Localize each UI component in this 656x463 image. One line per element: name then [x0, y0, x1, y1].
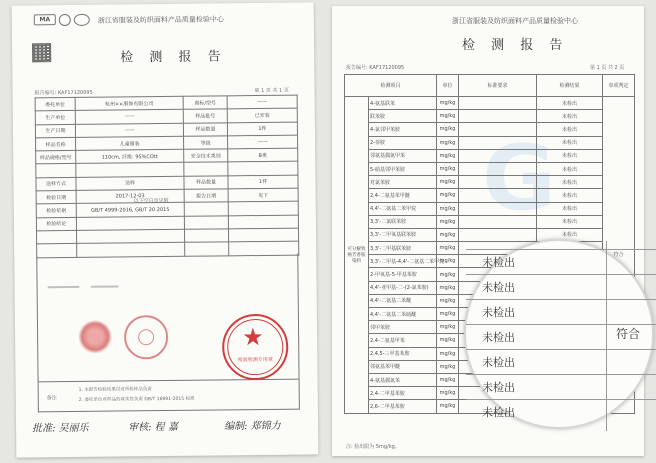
info-cell: 检验依据 — [36, 204, 76, 218]
item-unit: mg/kg — [437, 334, 459, 347]
item-name: 2,4,5-三甲基苯胺 — [369, 347, 437, 360]
footnote: 注: 检出限为 5mg/kg。 — [346, 444, 400, 450]
result-row — [345, 202, 635, 215]
ilac-icon — [74, 14, 90, 26]
magnified-result: 未检出 — [466, 274, 656, 299]
remarks-box — [38, 380, 300, 413]
item-name: 2,4-二氨基甲苯 — [369, 334, 437, 347]
info-cell — [36, 164, 76, 178]
blurred-lines — [47, 275, 118, 295]
item-unit: mg/kg — [437, 373, 459, 386]
item-name: 4-氨基偶氮苯 — [369, 373, 437, 386]
info-cell: 送样 — [76, 176, 184, 190]
col-header: 单项判定 — [603, 75, 635, 97]
item-name: 邻甲苯胺 — [369, 321, 437, 334]
red-stamp-left — [124, 315, 168, 359]
item-result: 未检出 — [537, 123, 603, 136]
item-unit: mg/kg — [437, 136, 459, 149]
item-standard — [459, 97, 537, 110]
watermark-icon: G — [482, 126, 556, 231]
item-unit: mg/kg — [437, 268, 459, 281]
magnified-result: 未检出 — [466, 374, 656, 399]
info-cell: 样品数量 — [183, 122, 227, 136]
info-cell — [228, 215, 298, 229]
cma-logo: MA — [34, 14, 56, 25]
result-row — [345, 189, 635, 202]
item-unit: mg/kg — [437, 202, 459, 215]
info-cell — [76, 163, 184, 177]
info-cell — [184, 162, 228, 176]
sub-header: 以下空白页见附 — [133, 197, 169, 205]
qr-code-icon — [32, 43, 51, 62]
item-result: 未检出 — [537, 202, 603, 215]
item-unit: mg/kg — [437, 189, 459, 202]
info-cell: —— — [75, 123, 183, 137]
info-cell: 1件 — [228, 175, 298, 189]
item-result: 未检出 — [537, 228, 603, 241]
item-result: 未检出 — [537, 176, 603, 189]
info-cell: 送样方式 — [36, 177, 76, 191]
item-name: 邻氨基苯甲醚 — [369, 360, 437, 373]
magnifier-lens — [464, 239, 654, 429]
item-name: 4,4'-二氨基二苯甲烷 — [369, 202, 437, 215]
item-name: 对氯苯胺 — [369, 176, 437, 189]
info-cell: 等级 — [184, 136, 228, 150]
item-result: 未检出 — [537, 215, 603, 228]
item-name: 3,3'-二氯联苯胺 — [369, 215, 437, 228]
remark-1: 1. 本报告检验结果仅对所检样品负责 — [78, 387, 152, 393]
info-cell — [76, 229, 184, 243]
item-standard — [459, 228, 537, 241]
item-standard — [459, 202, 537, 215]
signature-review: 审核: 程 嘉 — [128, 421, 178, 434]
item-standard — [459, 110, 537, 123]
col-header: 标准要求 — [459, 75, 537, 97]
page-number: 第 1 页 共 1 页 — [254, 87, 289, 95]
info-cell: 安全技术类别 — [184, 149, 228, 163]
result-row — [345, 176, 635, 189]
item-standard — [459, 215, 537, 228]
item-name: 3,3'-二甲基-4,4'-二氨基二苯甲烷 — [369, 255, 437, 268]
col-header: 检测项目 — [345, 75, 437, 97]
item-standard — [459, 136, 537, 149]
info-cell: 样品规格/型号 — [36, 151, 76, 165]
item-unit: mg/kg — [437, 387, 459, 400]
item-name: 3,3'-二甲基联苯胺 — [369, 242, 437, 255]
info-cell — [228, 201, 298, 215]
info-cell — [76, 216, 184, 230]
info-cell: 1件 — [227, 122, 297, 136]
magnified-result: 未检出 — [466, 249, 656, 274]
col-header: 单位 — [437, 75, 459, 97]
item-result: 未检出 — [537, 110, 603, 123]
item-name: 2,4-二甲基苯胺 — [369, 387, 437, 400]
report-number: 报告编号: KAF17120095 — [346, 65, 405, 71]
remark-2: 2. 委托单位对样品的真实性负责 GB/T 16991-2015 标准 — [78, 396, 195, 403]
info-cell — [184, 229, 228, 243]
stamp-bottom-text: 检验检测专用章 — [237, 356, 273, 364]
item-standard — [459, 176, 537, 189]
item-result: 未检出 — [537, 189, 603, 202]
official-stamp — [222, 314, 289, 381]
item-unit: mg/kg — [437, 255, 459, 268]
signature-prepare: 编制: 郑锦力 — [224, 420, 281, 433]
item-standard — [459, 162, 537, 175]
item-unit: mg/kg — [437, 228, 459, 241]
info-cell: 杭州××服饰有限公司 — [75, 96, 183, 110]
item-name: 2-甲氧基-5-甲基苯胺 — [369, 268, 437, 281]
item-result: 未检出 — [537, 149, 603, 162]
item-result: 未检出 — [537, 162, 603, 175]
info-cell: 2017-12-03 — [76, 189, 184, 203]
item-standard — [459, 149, 537, 162]
info-cell: 委托单位 — [35, 97, 75, 111]
item-unit: mg/kg — [437, 176, 459, 189]
info-cell — [184, 202, 228, 216]
magnified-result: 未检出 — [466, 324, 656, 349]
item-unit: mg/kg — [437, 294, 459, 307]
info-cell: B类 — [228, 148, 298, 162]
report-info-table — [35, 95, 300, 258]
report-title: 检 测 报 告 — [462, 38, 569, 53]
item-unit: mg/kg — [437, 162, 459, 175]
info-cell: 报告日期 — [184, 189, 228, 203]
info-cell: 样品批号 — [183, 109, 227, 123]
col-header: 检测结果 — [537, 75, 603, 97]
item-unit: mg/kg — [437, 308, 459, 321]
page-header: 浙江省服装及纺织面料产品质量检验中心 — [452, 17, 578, 25]
star-icon: ★ — [241, 322, 264, 352]
info-cell: 生产单位 — [35, 111, 75, 125]
item-unit: mg/kg — [437, 347, 459, 360]
group-label: 可分解致癌芳香胺染料 — [345, 97, 369, 414]
item-unit: mg/kg — [437, 97, 459, 110]
info-cell: 商标/型号 — [183, 96, 227, 110]
result-row — [345, 149, 635, 162]
item-unit: mg/kg — [437, 110, 459, 123]
info-cell: 已安装 — [227, 108, 297, 122]
item-unit: mg/kg — [437, 360, 459, 373]
item-unit: mg/kg — [437, 149, 459, 162]
remarks-label: 备注 — [46, 395, 57, 402]
result-row — [345, 228, 635, 241]
info-cell: 样品数量 — [184, 176, 228, 190]
info-cell: 110cm, 纤维: 95%COtt — [76, 149, 184, 163]
item-name: 邻氨基偶氮甲苯 — [369, 149, 437, 162]
item-name: 4,4'-二氨基二苯醚 — [369, 294, 437, 307]
conclusion-box — [36, 254, 299, 383]
result-row — [345, 136, 635, 149]
magnified-result: 未检出 — [466, 299, 656, 324]
info-cell: 见下 — [228, 188, 298, 202]
item-standard — [459, 123, 537, 136]
right-report-page — [332, 6, 644, 456]
magnified-verdict: 符合 — [616, 327, 641, 341]
page-number: 第 1 页 共 2 页 — [590, 65, 625, 71]
info-cell: —— — [227, 95, 297, 109]
left-report-page — [12, 2, 319, 457]
info-cell — [228, 162, 298, 176]
item-unit: mg/kg — [437, 215, 459, 228]
item-result: 未检出 — [537, 136, 603, 149]
item-name: 4-氨基联苯 — [369, 97, 437, 110]
result-row — [345, 215, 635, 228]
result-row — [345, 110, 635, 123]
report-title: 检 测 报 告 — [120, 49, 227, 66]
info-cell — [228, 228, 298, 242]
info-cell: 检验结论 — [36, 217, 76, 231]
magnified-result: 未检出 — [466, 399, 656, 424]
item-name: 4,4'-二氨基二苯硫醚 — [369, 308, 437, 321]
item-unit: mg/kg — [437, 281, 459, 294]
magnifier-divider — [606, 241, 607, 431]
item-name: 5-硝基邻甲苯胺 — [369, 162, 437, 175]
magnified-result: 未检出 — [466, 349, 656, 374]
item-unit: mg/kg — [437, 400, 459, 413]
table-header-row — [345, 75, 635, 97]
info-cell — [37, 230, 77, 244]
item-name: 2,6-二甲基苯胺 — [369, 400, 437, 413]
item-name: 4,4'-亚甲基-二-(2-氯苯胺) — [369, 281, 437, 294]
info-cell: —— — [228, 135, 298, 149]
report-number: 报告编号: KAF17120095 — [34, 89, 93, 97]
item-result: 未检出 — [537, 97, 603, 110]
item-standard — [459, 189, 537, 202]
info-cell: 儿童服装 — [76, 136, 184, 150]
result-row — [345, 97, 635, 110]
item-unit: mg/kg — [437, 242, 459, 255]
info-cell — [184, 216, 228, 230]
page-header: 浙江省服装及纺织面料产品质量检验中心 — [97, 15, 224, 25]
result-row — [345, 123, 635, 136]
decorative-stamp-icon — [78, 320, 112, 354]
item-name: 2-萘胺 — [369, 136, 437, 149]
item-name: 4-氯邻甲苯胺 — [369, 123, 437, 136]
item-name: 3,3'-二甲氧基联苯胺 — [369, 228, 437, 241]
cnas-icon — [59, 14, 71, 26]
group-verdict: 符合 — [603, 97, 635, 414]
info-cell: GB/T 4999-2016, GB/T 20 2015 — [76, 203, 184, 217]
item-unit: mg/kg — [437, 123, 459, 136]
info-cell: 生产日期 — [35, 124, 75, 138]
item-name: 2,4-二氨基苯甲醚 — [369, 189, 437, 202]
item-name: 联苯胺 — [369, 110, 437, 123]
signature-approve: 批准: 吴丽乐 — [32, 422, 89, 435]
result-row — [345, 162, 635, 175]
info-cell: 检验日期 — [36, 191, 76, 205]
item-unit: mg/kg — [437, 321, 459, 334]
info-cell: 样品名称 — [36, 137, 76, 151]
info-cell: —— — [75, 110, 183, 124]
